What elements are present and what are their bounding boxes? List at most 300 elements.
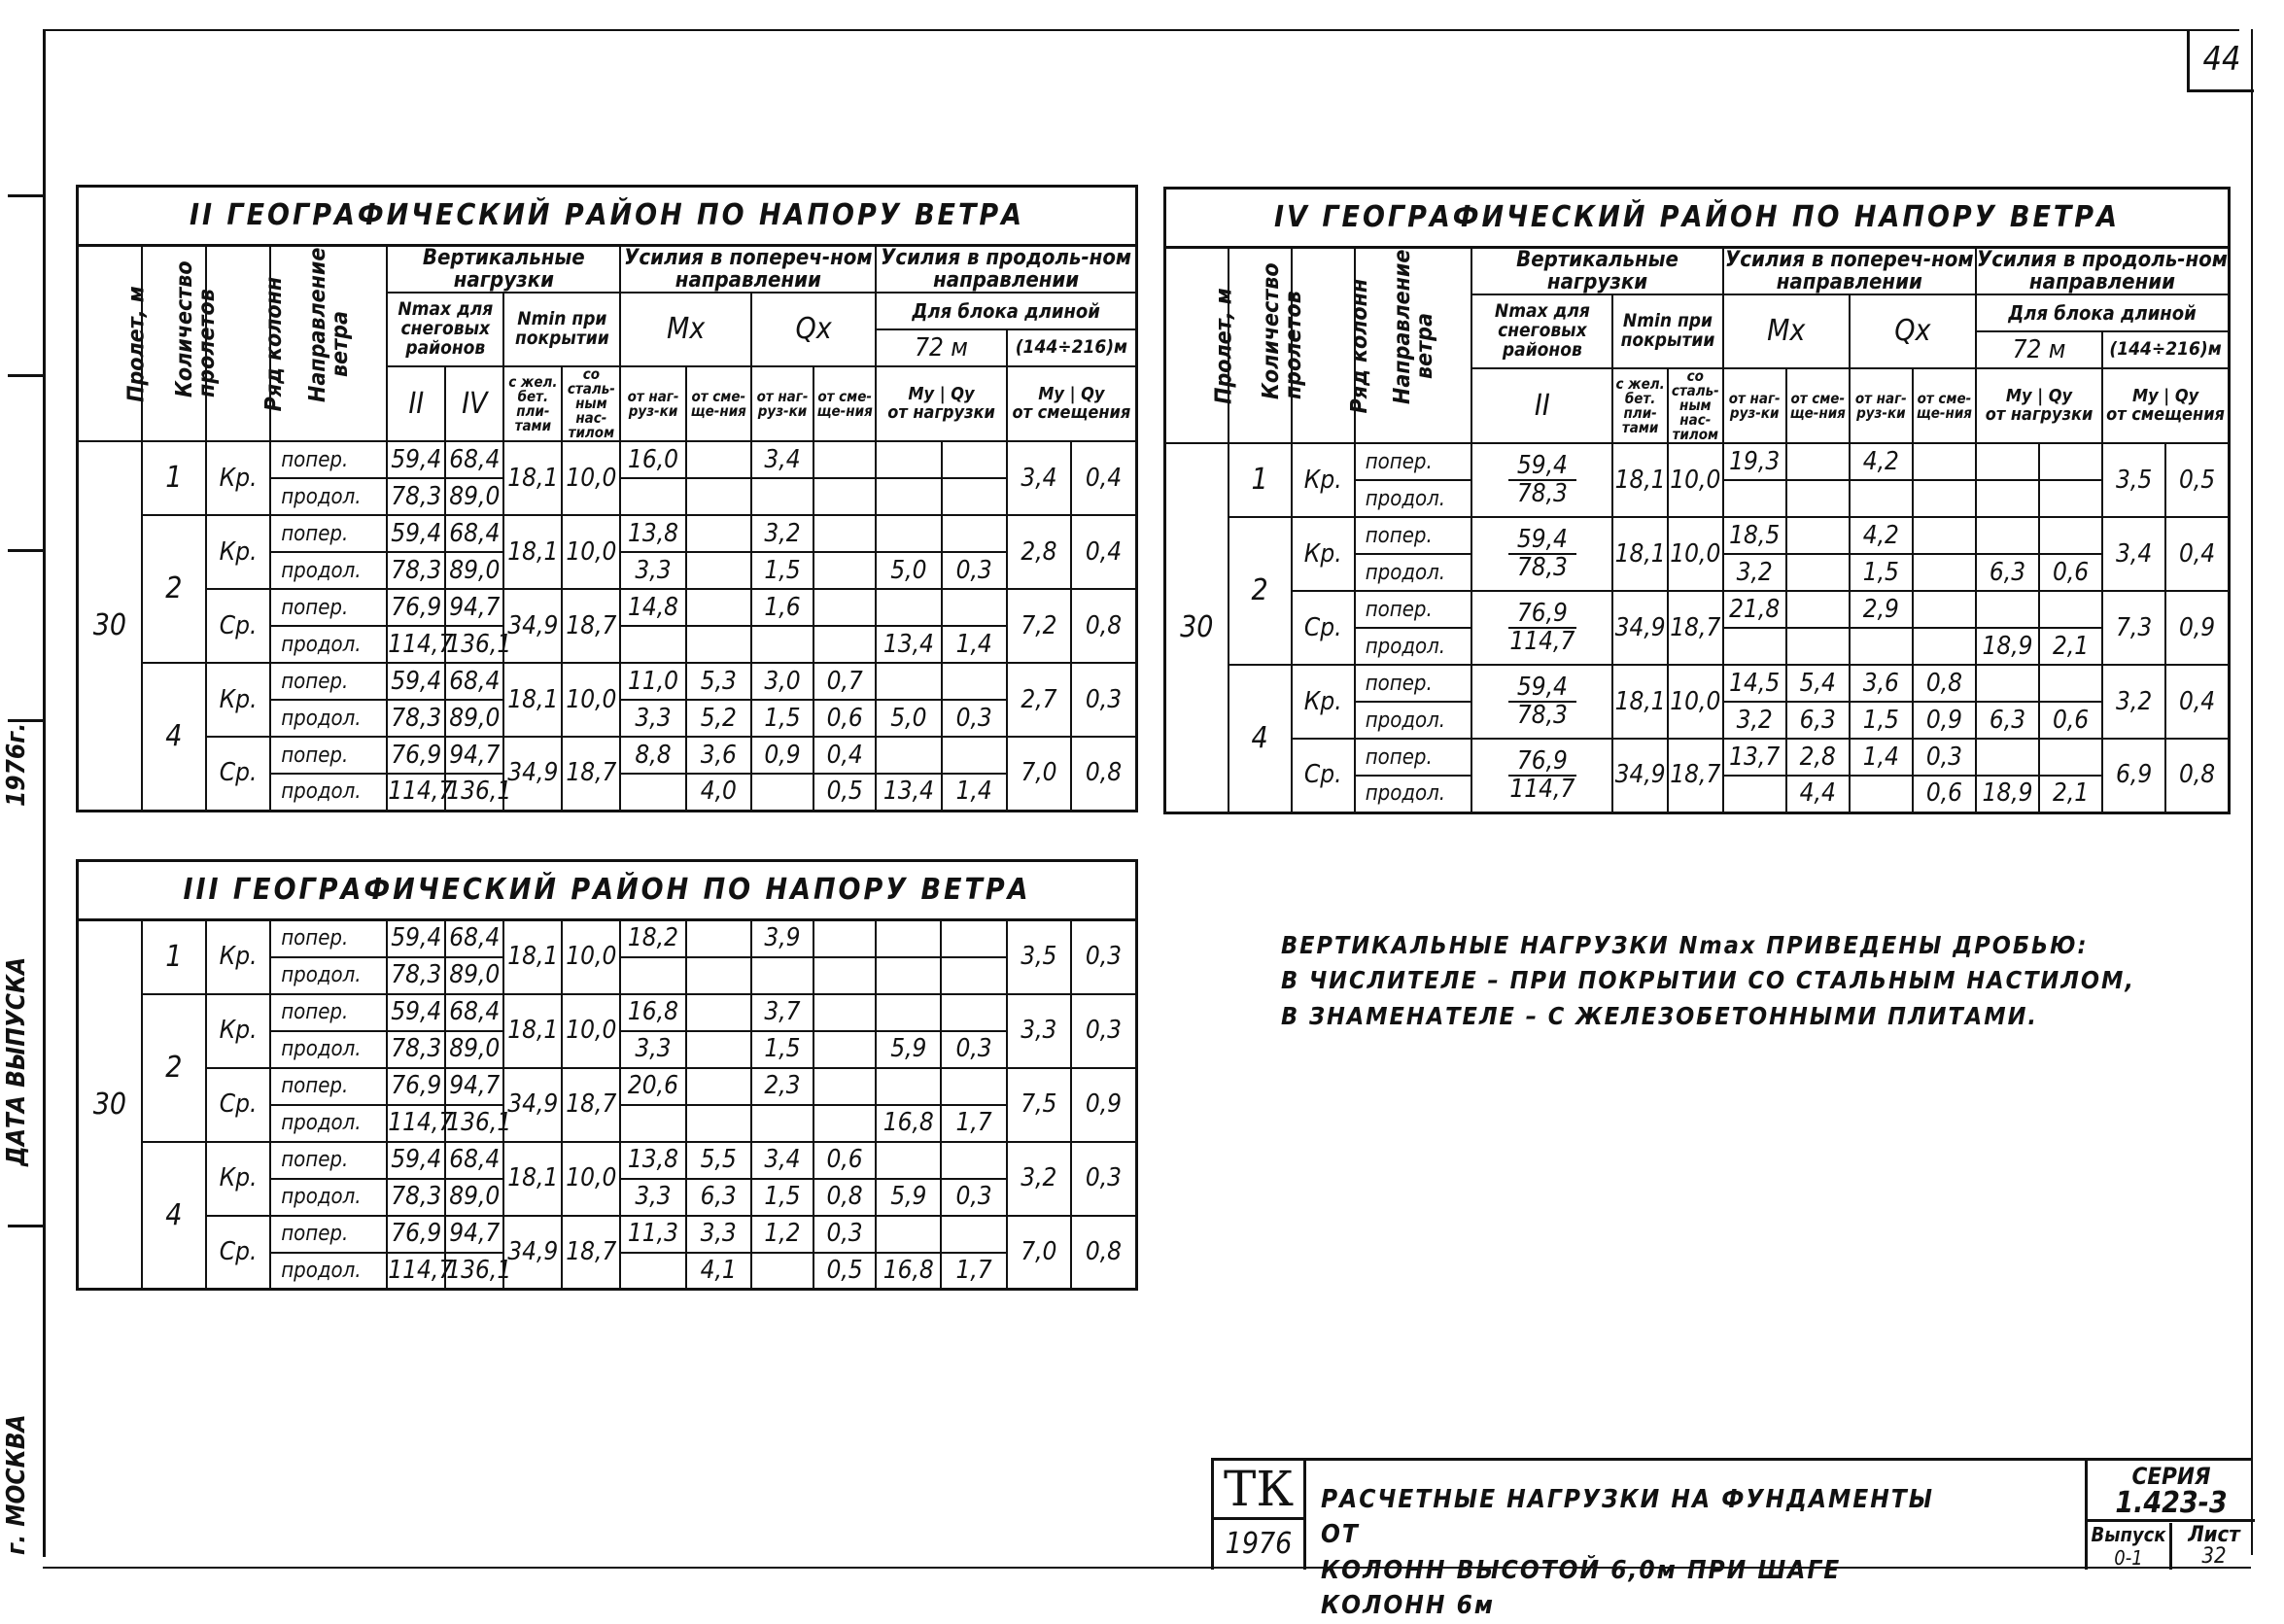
- qx-shift-cell: [813, 1105, 876, 1142]
- col-header-my-qy-shift: My | Qy от смещения: [1007, 366, 1137, 441]
- col-header-count: Количество пролетов: [142, 246, 206, 442]
- nmin-steel-cell: 10,0: [562, 994, 620, 1068]
- mx-shift-cell: 4,1: [686, 1253, 751, 1290]
- qy-load-cell: [2039, 665, 2102, 702]
- direction-cell: продол.: [270, 1253, 387, 1290]
- col-header-span: Пролет, м: [78, 246, 142, 442]
- my-load-cell: 18,9: [1976, 776, 2039, 812]
- qy-load-cell: [942, 441, 1007, 478]
- nmax-II-cell: 76,9: [387, 737, 445, 774]
- nmax-II-cell: 78,3: [387, 552, 445, 589]
- my-load-cell: 13,4: [876, 626, 941, 663]
- my-load-cell: [1976, 517, 2039, 554]
- my-load-cell: 16,8: [876, 1253, 941, 1290]
- col-header-mx-shift: от сме-ще-ния: [1786, 368, 1850, 443]
- count-cell: 2: [142, 515, 206, 663]
- row-cell: Ср.: [206, 1068, 270, 1142]
- nmax-denominator: 114,7: [1509, 627, 1575, 657]
- qy-load-cell: [2039, 739, 2102, 776]
- qx-load-cell: 1,5: [1850, 702, 1913, 739]
- col-header-my-qy-shift: My | Qy от смещения: [2102, 368, 2229, 443]
- nmax-IV-cell: 89,0: [445, 478, 503, 515]
- my-shift-cell: 7,0: [1007, 737, 1071, 811]
- nmin-zhb-cell: 18,1: [503, 1142, 562, 1216]
- span-cell: 30: [1165, 443, 1229, 812]
- col-header-nmin: Nmin при покрытии: [1612, 294, 1722, 368]
- side-line: [8, 1225, 43, 1227]
- qy-load-cell: 1,7: [941, 1105, 1006, 1142]
- direction-cell: попер.: [1355, 665, 1472, 702]
- row-cell: Кр.: [206, 1142, 270, 1216]
- col-header-long: Усилия в продоль-ном направлении: [1977, 248, 2228, 295]
- nmax-IV-cell: 89,0: [445, 552, 503, 589]
- mx-load-cell: [620, 626, 685, 663]
- qx-load-cell: [1850, 776, 1913, 812]
- qx-load-cell: 1,5: [751, 1031, 813, 1068]
- frame-left: [43, 31, 46, 1557]
- col-header-72: 72 м: [1976, 331, 2102, 368]
- qy-load-cell: [942, 663, 1007, 700]
- qx-shift-cell: 0,5: [813, 774, 876, 811]
- qy-load-cell: 0,3: [941, 1179, 1006, 1216]
- col-header-mx-shift: от сме-ще-ния: [686, 366, 751, 441]
- my-load-cell: [1976, 480, 2039, 517]
- nmax-IV-cell: 68,4: [445, 441, 503, 478]
- span-cell: 30: [78, 920, 142, 1290]
- qx-load-cell: [751, 626, 813, 663]
- my-load-cell: 18,9: [1976, 628, 2039, 665]
- qx-shift-cell: 0,6: [813, 1142, 876, 1179]
- drawing-title: [1321, 1482, 1943, 1624]
- mx-load-cell: 3,2: [1723, 702, 1786, 739]
- mx-load-cell: 3,3: [620, 552, 685, 589]
- table-title: III ГЕОГРАФИЧЕСКИЙ РАЙОН ПО НАПОРУ ВЕТРА: [78, 861, 1137, 920]
- mx-load-cell: 21,8: [1723, 591, 1786, 628]
- col-header-nmax: Nmax для снеговых районов: [387, 293, 503, 366]
- nmax-IV-cell: 68,4: [445, 1142, 503, 1179]
- my-load-cell: [876, 994, 941, 1031]
- mx-load-cell: [620, 1105, 685, 1142]
- direction-cell: попер.: [270, 663, 387, 700]
- qx-load-cell: 2,9: [1850, 591, 1913, 628]
- col-header-mx-load: от наг-руз-ки: [620, 366, 685, 441]
- nmax-II-cell: 76,9: [387, 589, 445, 626]
- my-load-cell: [876, 663, 941, 700]
- nmax-II-cell: 59,4: [387, 515, 445, 552]
- my-shift-cell: 3,5: [1007, 920, 1071, 994]
- nmax-II-cell: 59,4: [387, 1142, 445, 1179]
- count-cell: 2: [142, 994, 206, 1142]
- qy-load-cell: [942, 589, 1007, 626]
- qx-load-cell: [1850, 480, 1913, 517]
- qx-load-cell: 1,2: [751, 1216, 813, 1253]
- mx-shift-cell: 3,6: [686, 737, 751, 774]
- my-load-cell: 16,8: [876, 1105, 941, 1142]
- col-header-72: 72 м: [876, 329, 1007, 366]
- qy-load-cell: 0,3: [942, 700, 1007, 737]
- nmax-IV-cell: 136,1: [445, 774, 503, 811]
- qx-shift-cell: [1913, 591, 1976, 628]
- my-shift-cell: 3,4: [2102, 517, 2165, 591]
- nmax-II-cell: 114,7: [387, 1105, 445, 1142]
- nmin-zhb-cell: 18,1: [503, 663, 562, 737]
- col-header-nmin-steel: со сталь-ным нас-тилом: [1668, 368, 1723, 443]
- qy-load-cell: [941, 1142, 1006, 1179]
- qx-shift-cell: [1913, 554, 1976, 591]
- mx-load-cell: [620, 774, 685, 811]
- wind-region-III-table: [76, 859, 1138, 1291]
- nmin-zhb-cell: 18,1: [1612, 443, 1668, 517]
- qy-load-cell: [941, 994, 1006, 1031]
- col-header-geo-II: II: [1471, 368, 1612, 443]
- nmax-IV-cell: 89,0: [445, 700, 503, 737]
- nmax-II-cell: 78,3: [387, 1031, 445, 1068]
- title-block: [1211, 1458, 2252, 1621]
- mx-load-cell: 8,8: [620, 737, 685, 774]
- qx-load-cell: 3,2: [751, 515, 813, 552]
- qx-shift-cell: [1913, 628, 1976, 665]
- mx-shift-cell: [1786, 517, 1850, 554]
- nmax-numerator: 59,4: [1508, 527, 1576, 555]
- drawing-title-line: РАСЧЕТНЫЕ НАГРУЗКИ НА ФУНДАМЕНТЫ ОТ: [1321, 1485, 1934, 1550]
- mx-shift-cell: 4,0: [686, 774, 751, 811]
- nmax-II-cell: 114,7: [387, 774, 445, 811]
- mx-load-cell: [1723, 776, 1786, 812]
- qx-load-cell: [751, 774, 813, 811]
- direction-cell: попер.: [1355, 591, 1472, 628]
- my-load-cell: [1976, 665, 2039, 702]
- nmax-IV-cell: 94,7: [445, 1068, 503, 1105]
- qx-shift-cell: [813, 515, 876, 552]
- qx-load-cell: 3,0: [751, 663, 813, 700]
- nmax-IV-cell: 89,0: [445, 957, 503, 994]
- col-header-my-qy-load: My | Qy от нагрузки: [1976, 368, 2102, 443]
- my-load-cell: [1976, 739, 2039, 776]
- nmin-steel-cell: 18,7: [562, 1068, 620, 1142]
- mx-load-cell: [620, 1253, 685, 1290]
- direction-cell: продол.: [1355, 554, 1472, 591]
- nmax-II-cell: 59,4: [387, 663, 445, 700]
- col-header-block: Для блока длиной: [876, 293, 1136, 329]
- col-header-nmin-zhb: с жел. бет. пли-тами: [503, 366, 562, 441]
- mx-shift-cell: 5,3: [686, 663, 751, 700]
- qx-shift-cell: [813, 1068, 876, 1105]
- nmax-IV-cell: 89,0: [445, 1031, 503, 1068]
- nmax-denominator: 78,3: [1516, 553, 1568, 583]
- qx-shift-cell: 0,5: [813, 1253, 876, 1290]
- qx-load-cell: 3,4: [751, 1142, 813, 1179]
- qx-load-cell: [751, 1105, 813, 1142]
- qy-load-cell: [941, 1216, 1006, 1253]
- my-load-cell: 5,9: [876, 1179, 941, 1216]
- row-cell: Кр.: [206, 920, 270, 994]
- nmax-numerator: 59,4: [1508, 453, 1576, 481]
- my-shift-cell: 3,4: [1007, 441, 1071, 515]
- qy-load-cell: 2,1: [2039, 776, 2102, 812]
- count-cell: 4: [142, 1142, 206, 1290]
- qx-shift-cell: [813, 920, 876, 957]
- mx-shift-cell: 6,3: [686, 1179, 751, 1216]
- table-row: [1165, 739, 2230, 776]
- qx-load-cell: 1,5: [751, 700, 813, 737]
- col-header-144: (144÷216)м: [1007, 329, 1137, 366]
- qy-shift-cell: 0,3: [1071, 994, 1137, 1068]
- nmin-steel-cell: 10,0: [562, 515, 620, 589]
- nmin-steel-cell: 18,7: [562, 589, 620, 663]
- nmin-zhb-cell: 34,9: [1612, 591, 1668, 665]
- col-header-qx-shift: от сме-ще-ния: [813, 366, 876, 441]
- my-shift-cell: 2,7: [1007, 663, 1071, 737]
- my-shift-cell: 6,9: [2102, 739, 2165, 812]
- mx-shift-cell: [1786, 443, 1850, 480]
- nmax-IV-cell: 68,4: [445, 515, 503, 552]
- nmax-IV-cell: 136,1: [445, 1105, 503, 1142]
- direction-cell: продол.: [1355, 776, 1472, 812]
- nmax-denominator: 114,7: [1509, 774, 1575, 804]
- tk-year: 1976: [1225, 1527, 1293, 1561]
- col-header-qx: Qx: [751, 293, 876, 366]
- col-header-mx: Mx: [1723, 294, 1850, 368]
- qy-shift-cell: 0,3: [1071, 663, 1136, 737]
- nmin-zhb-cell: 18,1: [1612, 517, 1668, 591]
- qy-load-cell: [2039, 591, 2102, 628]
- nmax-fraction-cell: [1471, 443, 1612, 517]
- qy-shift-cell: 0,5: [2165, 443, 2229, 517]
- nmin-steel-cell: 10,0: [1668, 443, 1723, 517]
- direction-cell: продол.: [270, 626, 387, 663]
- qx-load-cell: 4,2: [1850, 517, 1913, 554]
- nmax-IV-cell: 94,7: [445, 737, 503, 774]
- qx-shift-cell: 0,3: [1913, 739, 1976, 776]
- side-line: [8, 194, 43, 197]
- table-row: [78, 1216, 1137, 1253]
- table-row: [78, 441, 1137, 478]
- table-title: IV ГЕОГРАФИЧЕСКИЙ РАЙОН ПО НАПОРУ ВЕТРА: [1165, 189, 2230, 248]
- mx-load-cell: 18,5: [1723, 517, 1786, 554]
- qx-shift-cell: 0,7: [813, 663, 876, 700]
- mx-load-cell: 13,8: [620, 515, 685, 552]
- qx-shift-cell: [813, 626, 876, 663]
- nmax-II-cell: 76,9: [387, 1216, 445, 1253]
- table-row: [78, 663, 1137, 700]
- mx-load-cell: [620, 957, 685, 994]
- my-load-cell: 6,3: [1976, 702, 2039, 739]
- direction-cell: попер.: [270, 920, 387, 957]
- col-header-count: Количество пролетов: [1229, 248, 1292, 444]
- qy-shift-cell: 0,8: [1071, 1216, 1137, 1290]
- direction-cell: попер.: [270, 994, 387, 1031]
- my-load-cell: [876, 957, 941, 994]
- col-header-nmin-zhb: с жел. бет. пли-тами: [1612, 368, 1668, 443]
- mx-load-cell: 3,3: [620, 1031, 685, 1068]
- issue-label: Выпуск: [2088, 1523, 2172, 1570]
- col-header-row: Ряд колонн: [206, 246, 270, 442]
- nmax-II-cell: 114,7: [387, 1253, 445, 1290]
- nmin-steel-cell: 10,0: [562, 920, 620, 994]
- nmax-fraction-cell: [1471, 665, 1612, 739]
- qx-shift-cell: [813, 1031, 876, 1068]
- direction-cell: попер.: [270, 515, 387, 552]
- my-shift-cell: 3,3: [1007, 994, 1071, 1068]
- note-line: В ЗНАМЕНАТЕЛЕ – С ЖЕЛЕЗОБЕТОННЫМИ ПЛИТАМИ.: [1281, 1001, 2038, 1030]
- direction-cell: продол.: [1355, 480, 1472, 517]
- qy-load-cell: 0,6: [2039, 702, 2102, 739]
- direction-cell: продол.: [270, 478, 387, 515]
- nmax-II-cell: 59,4: [387, 920, 445, 957]
- my-load-cell: 6,3: [1976, 554, 2039, 591]
- frame-top: [43, 29, 2239, 31]
- row-cell: Кр.: [206, 515, 270, 589]
- qx-load-cell: 2,3: [751, 1068, 813, 1105]
- mx-shift-cell: [686, 994, 751, 1031]
- col-header-mx: Mx: [620, 293, 751, 366]
- qx-load-cell: [751, 478, 813, 515]
- direction-cell: продол.: [270, 1179, 387, 1216]
- nmin-zhb-cell: 18,1: [503, 994, 562, 1068]
- qy-load-cell: [941, 957, 1006, 994]
- mx-load-cell: [1723, 628, 1786, 665]
- col-header-144: (144÷216)м: [2102, 331, 2229, 368]
- qy-load-cell: 0,3: [942, 552, 1007, 589]
- nmax-II-cell: 78,3: [387, 700, 445, 737]
- nmax-denominator: 78,3: [1516, 701, 1568, 731]
- qy-load-cell: 1,7: [941, 1253, 1006, 1290]
- my-load-cell: [876, 737, 941, 774]
- mx-shift-cell: 6,3: [1786, 702, 1850, 739]
- nmax-IV-cell: 136,1: [445, 626, 503, 663]
- mx-load-cell: 11,3: [620, 1216, 685, 1253]
- mx-shift-cell: [686, 552, 751, 589]
- my-shift-cell: 2,8: [1007, 515, 1071, 589]
- col-header-mx-load: от наг-руз-ки: [1723, 368, 1786, 443]
- nmax-fraction-cell: [1471, 517, 1612, 591]
- qy-shift-cell: 0,8: [1071, 589, 1136, 663]
- page-number: 44: [2187, 29, 2254, 92]
- table-row: [78, 515, 1137, 552]
- sheet-label: Лист: [2188, 1523, 2240, 1547]
- qx-load-cell: [1850, 628, 1913, 665]
- side-city: г. МОСКВА: [2, 1414, 31, 1555]
- qy-shift-cell: 0,8: [2165, 739, 2229, 812]
- mx-shift-cell: [1786, 480, 1850, 517]
- col-header-geo-IV: IV: [445, 366, 503, 441]
- mx-shift-cell: [686, 1068, 751, 1105]
- wind-region-II-table: [76, 185, 1138, 812]
- qy-load-cell: 1,4: [942, 774, 1007, 811]
- row-cell: Кр.: [1292, 665, 1355, 739]
- col-header-row: Ряд колонн: [1292, 248, 1355, 444]
- col-header-qx-load: от наг-руз-ки: [1850, 368, 1913, 443]
- nmax-numerator: 76,9: [1508, 748, 1576, 777]
- direction-cell: продол.: [270, 774, 387, 811]
- table-row: [1165, 591, 2230, 628]
- row-cell: Кр.: [1292, 517, 1355, 591]
- nmin-steel-cell: 18,7: [1668, 739, 1723, 812]
- nmax-II-cell: 78,3: [387, 1179, 445, 1216]
- my-shift-cell: 7,5: [1007, 1068, 1071, 1142]
- qx-load-cell: 3,7: [751, 994, 813, 1031]
- nmin-zhb-cell: 34,9: [1612, 739, 1668, 812]
- qy-shift-cell: 0,4: [2165, 517, 2229, 591]
- sheet-value: 32: [2201, 1544, 2227, 1569]
- qx-shift-cell: 0,6: [813, 700, 876, 737]
- side-line: [8, 719, 43, 722]
- drawing-title-line: КОЛОНН ВЫСОТОЙ 6,0м ПРИ ШАГЕ КОЛОНН 6м: [1321, 1555, 1842, 1621]
- side-line: [8, 549, 43, 552]
- direction-cell: продол.: [1355, 628, 1472, 665]
- qx-load-cell: 3,4: [751, 441, 813, 478]
- qx-load-cell: [751, 957, 813, 994]
- nmin-zhb-cell: 18,1: [503, 920, 562, 994]
- nmax-IV-cell: 136,1: [445, 1253, 503, 1290]
- nmax-numerator: 76,9: [1508, 601, 1576, 629]
- direction-cell: попер.: [270, 441, 387, 478]
- table-row: [78, 920, 1137, 957]
- qy-load-cell: 2,1: [2039, 628, 2102, 665]
- direction-cell: попер.: [1355, 739, 1472, 776]
- qx-shift-cell: [813, 994, 876, 1031]
- table-row: [1165, 665, 2230, 702]
- my-load-cell: 5,0: [876, 700, 941, 737]
- mx-shift-cell: 5,2: [686, 700, 751, 737]
- col-header-dir: Направление ветра: [1355, 248, 1472, 444]
- my-load-cell: 13,4: [876, 774, 941, 811]
- my-shift-cell: 7,2: [1007, 589, 1071, 663]
- mx-load-cell: 20,6: [620, 1068, 685, 1105]
- qx-load-cell: 3,6: [1850, 665, 1913, 702]
- qy-shift-cell: 0,4: [2165, 665, 2229, 739]
- my-shift-cell: 7,0: [1007, 1216, 1071, 1290]
- qx-shift-cell: 0,4: [813, 737, 876, 774]
- side-year: 1976г.: [2, 722, 31, 807]
- direction-cell: попер.: [270, 1216, 387, 1253]
- series-label: СЕРИЯ: [2131, 1463, 2211, 1490]
- mx-shift-cell: [686, 920, 751, 957]
- nmin-zhb-cell: 18,1: [1612, 665, 1668, 739]
- count-cell: 2: [1229, 517, 1292, 665]
- note-line: ВЕРТИКАЛЬНЫЕ НАГРУЗКИ Nmax ПРИВЕДЕНЫ ДРОБЬЮ:: [1281, 931, 2089, 959]
- count-cell: 1: [142, 920, 206, 994]
- qx-shift-cell: 0,8: [1913, 665, 1976, 702]
- mx-shift-cell: 2,8: [1786, 739, 1850, 776]
- mx-load-cell: 18,2: [620, 920, 685, 957]
- frame-right: [2251, 29, 2253, 1555]
- mx-shift-cell: 5,4: [1786, 665, 1850, 702]
- col-header-geo-II: II: [387, 366, 445, 441]
- col-header-nmin: Nmin при покрытии: [503, 293, 620, 366]
- mx-load-cell: 3,3: [620, 700, 685, 737]
- qx-shift-cell: 0,6: [1913, 776, 1976, 812]
- qx-load-cell: 1,5: [751, 552, 813, 589]
- qx-shift-cell: [1913, 480, 1976, 517]
- table-row: [78, 994, 1137, 1031]
- direction-cell: продол.: [270, 700, 387, 737]
- qy-shift-cell: 0,4: [1071, 441, 1136, 515]
- nmax-fraction-cell: [1471, 591, 1612, 665]
- nmin-zhb-cell: 18,1: [503, 441, 562, 515]
- row-cell: Кр.: [206, 663, 270, 737]
- mx-shift-cell: 5,5: [686, 1142, 751, 1179]
- table-row: [78, 589, 1137, 626]
- nmax-denominator: 78,3: [1516, 479, 1568, 509]
- nmin-zhb-cell: 34,9: [503, 1068, 562, 1142]
- my-shift-cell: 3,2: [2102, 665, 2165, 739]
- qy-load-cell: [942, 737, 1007, 774]
- qy-shift-cell: 0,3: [1071, 1142, 1137, 1216]
- qy-load-cell: [2039, 480, 2102, 517]
- row-cell: Ср.: [206, 1216, 270, 1290]
- nmin-zhb-cell: 34,9: [503, 589, 562, 663]
